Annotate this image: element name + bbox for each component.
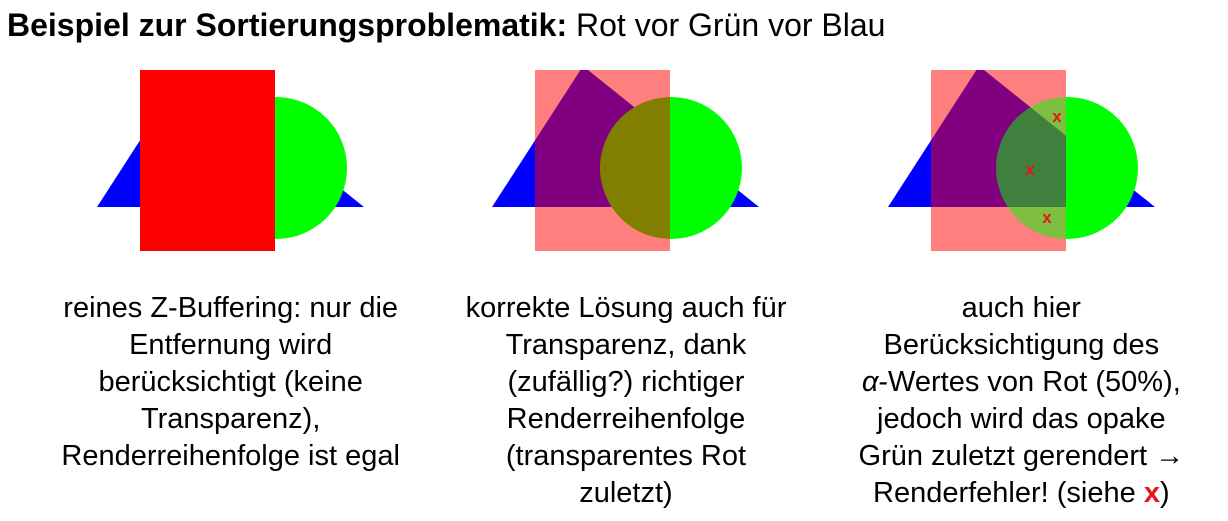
error-x-reference: x (1143, 477, 1160, 509)
caption-line: korrekte Lösung auch für (465, 292, 787, 324)
caption-line: zuletzt) (579, 477, 673, 509)
caption-zbuffer (61, 290, 400, 475)
caption-line: Renderreihenfolge ist egal (61, 440, 400, 472)
caption-correct-transparency (466, 290, 787, 512)
title-emphasis: Beispiel zur Sortierungsproblematik: (7, 7, 568, 43)
caption-line: Transparenz), (140, 403, 321, 435)
caption-line: jedoch wird das opake (877, 403, 1166, 435)
caption-line: Berücksichtigung des (883, 329, 1160, 361)
panel-render-error (824, 70, 1219, 512)
caption-line: Renderreihenfolge (506, 403, 746, 435)
figure-correct-transparency (492, 70, 759, 251)
figure-row (33, 70, 1219, 512)
caption-line-text: Renderfehler! (siehe (873, 477, 1144, 509)
error-x-mark: x (1025, 160, 1035, 179)
caption-line: Entfernung wird (129, 329, 333, 361)
caption-line: Grün zuletzt gerendert → (858, 440, 1185, 472)
figure-zbuffer-opaque (97, 70, 364, 251)
figure-render-error (888, 70, 1155, 251)
caption-line (859, 364, 1185, 401)
caption-render-error (859, 290, 1185, 512)
caption-line: berücksichtigt (keine (98, 366, 363, 398)
caption-line-text: ) (1159, 477, 1170, 509)
caption-line: reines Z-Buffering: nur die (63, 292, 399, 324)
panel-correct-transparency (428, 70, 823, 512)
error-x-mark: x (1042, 208, 1052, 227)
green-circle-opaque-part (996, 97, 1138, 239)
caption-line-text: -Wertes von Rot (50%), (878, 366, 1181, 398)
caption-line: (zufällig?) richtiger (507, 366, 745, 398)
title-rest: Rot vor Grün vor Blau (567, 7, 886, 43)
caption-line: Transparenz, dank (505, 329, 747, 361)
caption-line: (transparentes Rot (505, 440, 747, 472)
panel-zbuffer (33, 70, 428, 512)
red-rectangle-opaque (140, 70, 275, 251)
slide-title (7, 5, 885, 45)
error-x-mark: x (1052, 107, 1062, 126)
red-rectangle-transparent (535, 70, 670, 251)
caption-line (859, 475, 1185, 512)
caption-line: auch hier (961, 292, 1081, 324)
alpha-symbol: α (861, 366, 879, 398)
